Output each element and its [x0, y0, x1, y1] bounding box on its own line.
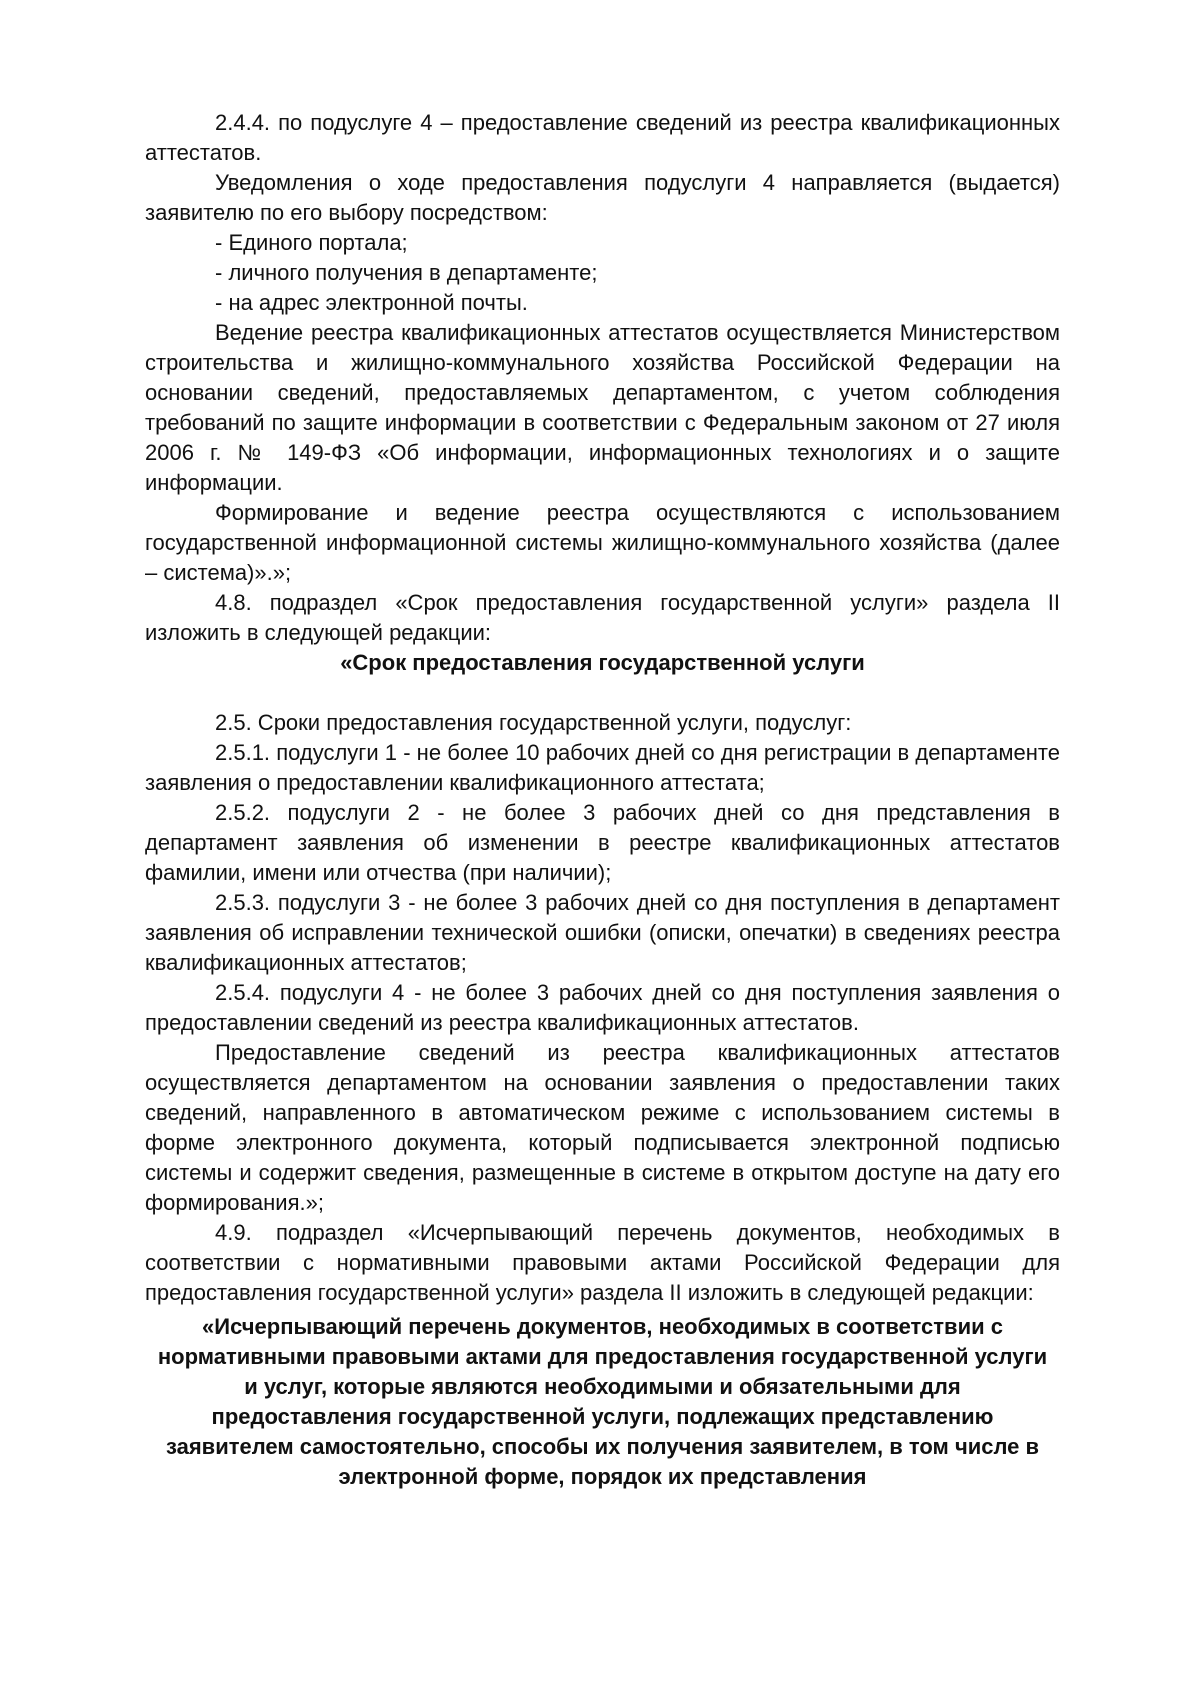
- paragraph-registry-info: Предоставление сведений из реестра квалификационных аттестатов осуществляется департаментом на основании заявления о предоставлении таких сведений, направленного в автоматическом режиме с использованием системы в форме электронного документа, который подписывается электронной подписью системы и содержит сведения, размещенные в системе в открытом доступе на дату его формирования.»;: [145, 1040, 1060, 1215]
- paragraph-2-5-3: 2.5.3. подуслуги 3 - не более 3 рабочих дней со дня поступления в департамент заявления об исправлении технической ошибки (описки, опечатки) в сведениях реестра квалификационных аттестатов;: [145, 890, 1060, 975]
- paragraph-2-5: 2.5. Сроки предоставления государственной услуги, подуслуг:: [215, 710, 852, 735]
- paragraph-registry-formation: Формирование и ведение реестра осуществляются с использованием государственной информационной системы жилищно-коммунального хозяйства (далее – система)».»;: [145, 500, 1060, 585]
- list-item-personal: - личного получения в департаменте;: [215, 260, 598, 285]
- paragraph-2-5-2: 2.5.2. подуслуги 2 - не более 3 рабочих дней со дня представления в департамент заявления об изменении в реестре квалификационных аттестатов фамилии, имени или отчества (при наличии);: [145, 800, 1060, 885]
- heading-service-term: «Срок предоставления государственной услуги: [340, 650, 865, 675]
- paragraph-2-5-1: 2.5.1. подуслуги 1 - не более 10 рабочих дней со дня регистрации в департаменте заявления о предоставлении квалификационного аттестата;: [145, 740, 1060, 795]
- paragraph-notifications: Уведомления о ходе предоставления подуслуги 4 направляется (выдается) заявителю по его выбору посредством:: [145, 170, 1060, 225]
- paragraph-registry-maintenance: Ведение реестра квалификационных аттестатов осуществляется Министерством строительства и жилищно-коммунального хозяйства Российской Федерации на основании сведений, предоставляемых департаментом, с учетом соблюдения требований по защите информации в соответствии с Федеральным законом от 27 июля 2006 г. № 149-ФЗ «Об информации, информационных технологиях и о защите информации.: [145, 320, 1060, 495]
- list-item-portal: - Единого портала;: [215, 230, 408, 255]
- list-item-email: - на адрес электронной почты.: [215, 290, 528, 315]
- paragraph-4-8: 4.8. подраздел «Срок предоставления государственной услуги» раздела II изложить в следующей редакции:: [145, 590, 1060, 645]
- paragraph-2-5-4: 2.5.4. подуслуги 4 - не более 3 рабочих дней со дня поступления заявления о предоставлении сведений из реестра квалификационных аттестатов.: [145, 980, 1060, 1035]
- document-page: [145, 108, 1060, 1492]
- paragraph-2-4-4: 2.4.4. по подуслуге 4 – предоставление сведений из реестра квалификационных аттестатов.: [145, 110, 1060, 165]
- heading-documents-list: «Исчерпывающий перечень документов, необходимых в соответствии с нормативными правовыми актами для предоставления государственной услуги и услуг, которые являются необходимыми и обязательными для предоставления государственной услуги, подлежащих представлению заявителем самостоятельно, способы их получения заявителем, в том числе в электронной форме, порядок их представления: [157, 1314, 1048, 1489]
- paragraph-4-9: 4.9. подраздел «Исчерпывающий перечень документов, необходимых в соответствии с нормативными правовыми актами Российской Федерации для предоставления государственной услуги» раздела II изложить в следующей редакции:: [145, 1220, 1060, 1305]
